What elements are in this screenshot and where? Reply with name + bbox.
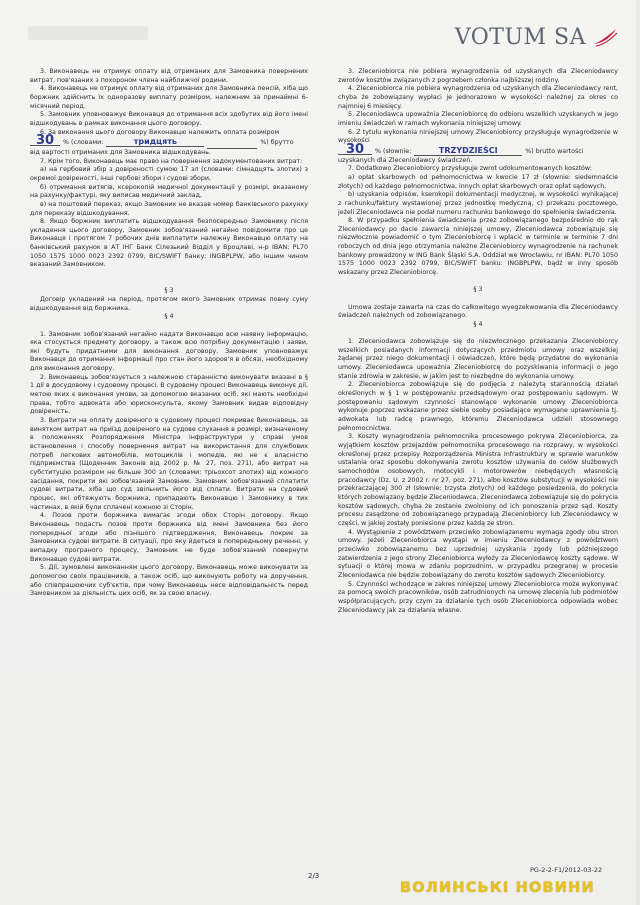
pl-p7: 7. Dodatkowo Zleceniobiorcy przysługuje zwrot udokumentowanych kosztów: <box>348 165 592 173</box>
ua-section-3-title: § 3 <box>164 287 174 295</box>
ua-p7c: в) на поштовий переказ, якщо Замовник не вказав номер банківського рахунку для переказу відшкодування. <box>30 200 308 217</box>
pl-s4-p5: 5. Czynności wchodzące w zakres niniejszej umowy Zleceniobiorca może wykonywać za pomocą swoich pracowników, osób zatrudnionych na umowę zlecenia lub podmiotów współpracujących, przy czym za działanie tych osób Zleceniobiorca odpowiada wobec Zleceniodawcy jak za działania własne. <box>338 580 618 614</box>
pl-section-3-text: Umowa zostaje zawarta na czas do całkowitego wyegzekwowania dla Zleceniodawcy świadczeń należnych od zobowiązanego. <box>338 303 618 320</box>
ua-p6-text-c: %) брутто <box>260 139 294 147</box>
pl-s4-p3: 3. Koszty wynagrodzenia pełnomocnika procesowego pokrywa Zleceniobiorca, za wyjątkiem kosztów przejazdów pełnomocnika procesowego na rozprawy, w wysokości określonej przez przepisy Rozporządzenia Ministra Infrastruktury w sprawie warunków ustalania oraz sposobu dokonywania zwrotu kosztów używania do celów służbowych samochodów osobowych, motocykli i motorowerów niebędących własnością pracodawcy (Dz. U. z 2002 r. nr 27, poz. 271), albo kosztów substytucji w wysokości nie przekraczającej 300 zł (słownie: trzysta złotych) od każdego posiedzenia, do pokrycia których zobowiązany będzie Zleceniodawca. Zleceniodawca zobowiązuje się do pokrycia kosztów sądowych, chyba że zostanie zwolniony od ich ponoszenia przez sąd. Koszty procesu zasądzone od zobowiązanego przypadają Zleceniobiorcy lub Zleceniodawcy w części, w jakiej zostały poniesione przez każdą ze stron. <box>338 433 618 527</box>
ua-section-4-title: § 4 <box>164 313 174 321</box>
pl-p6-text-b: % (słownie: <box>375 147 412 155</box>
ua-s4-p2: 2. Виконавець зобов'язується з належною старанністю виконувати вказані в § 1 дії в досудовому і судовому процесі. В судовому процесі Виконавець виконує дії, метою яких є виконання умови, за допомогою вказаних осіб, які мають необхідні права, тобто адвоката або юрисконсульта, якому Замовник видав відповідну довіреність. <box>30 373 308 416</box>
document-code: PG-2-2-F1/2012-03-22 <box>530 866 603 874</box>
ua-p7a: а) на гербовий збір з довіреності сумою 17 зл (словами: сімнадцять злотих) з окремої довіреності, інші гербові збори і судові збори, <box>30 166 308 182</box>
pl-s4-p1: 1. Zleceniodawca zobowiązuje się do niezwłocznego przekazania Zleceniobiorcy wszelkich posiadanych informacji dotyczących przedmiotu umowy oraz wszelkiej żądanej przez niego dokumentacji i oświadczeń, które będą przydatne do wykonania umowy. Zleceniodawca upoważnia Zleceniobiorcę do pozyskiwania informacji o jego stanie zdrowia w zakresie, w jakim jest to niezbędne do wykonania umowy. <box>338 338 618 380</box>
logo-swoosh-icon <box>592 26 618 48</box>
votum-logo <box>455 22 618 52</box>
ua-p8: 8. Якщо боржник виплатить відшкодування безпосередньо Замовнику після укладення цього договору, Замовник зобов'язаний негайно повідомити про це Виконавця і протягом 7 робочих днів виплатити належну Виконавцю оплату на банківський рахунок в АТ ІНГ Банк Сілезький Відділ у Вроцлаві, н-р IBAN: PL70 1050 1575 1000 0023 2392 0799, BIC/SWIFT банку: INGBPLPW, або іншим чином вказаний Замовником. <box>30 218 308 269</box>
pl-p3: 3. Zleceniobiorca nie pobiera wynagrodzenia od uzyskanych dla Zleceniodawcy zwrotów kosztów związanych z pogrzebem członka najbliższej rodziny. <box>338 68 618 84</box>
ua-s4-p1: 1. Замовник зобов'язаний негайно надати Виконавцю всю наявну інформацію, яка стосується предмету договору, а також всю потрібну документацію і заяви, які будуть придатними для виконання договору. Замовник уповноважує Виконавця до отримання інформації про стан його здоров'я в обсязі, необхідному для виконання договору. <box>30 330 308 373</box>
pl-p7b: b) uzyskania odpisów, kserokopii dokumentacji medycznej, w wysokości wynikającej z rachunku/faktury wystawionej przez jednostkę medyczną, c) przekazu pocztowego, jeżeli Zleceniodawca nie podał numeru rachunku bankowego do spełnienia świadczenia. <box>338 191 618 216</box>
pl-p4: 4. Zleceniobiorca nie pobiera wynagrodzenia od uzyskanych dla Zleceniodawcy rent, chyba że zobowiązany wypłaci je jednorazowo w wysokości należnej za okres co najmniej 6 miesięcy. <box>338 85 618 110</box>
ua-s4-p4: 4. Позов проти боржника вимагає згоди обох Сторін договору. Якщо Виконавець подасть позов проти боржника від імені Замовника без його попередньої згоди або пізнішого підтвердження, Виконавець покриє за Замовника судові витрати. В ситуації, про яку йдеться в попередньому реченні, у випадку програного процесу, Замовник не буде зобов'язаний повернути Виконавцю судові витрати. <box>30 512 308 563</box>
pl-p6 <box>338 129 618 146</box>
logo-text: VOTUM SA <box>454 24 586 50</box>
ua-p6-text-a: 6. За виконання цього договору Виконавцю належить оплата розміром <box>40 128 280 136</box>
faint-header-mark <box>28 26 148 40</box>
pl-section-3-title: § 3 <box>473 286 483 294</box>
watermark-logo: ВОЛИНСЬКІ НОВИНИ <box>400 880 595 896</box>
ua-section-3-text: Договір укладений на період, протягом якого Замовник отримає повну суму відшкодування від боржника. <box>30 295 308 312</box>
ua-p6-text-d: від вартості отриманих для Замовника відшкодувань. <box>30 148 211 156</box>
polish-column <box>338 68 618 615</box>
scan-edge-shadow <box>636 0 640 905</box>
ua-p7b: б) отримання витягів, ксерокопій медичної документації у розмірі, вказаному на рахунку/фактурі, яку виписав медичний заклад, <box>30 183 308 200</box>
ua-p3: 3. Виконавець не отримує оплату від отриманих для Замовника повернених витрат, пов'язаних з похороном члена найближчої родини. <box>30 68 308 84</box>
ua-p6-fill-row <box>30 133 308 149</box>
pl-p6-handwritten-words: TRZYDZIEŚCI <box>414 147 522 156</box>
ua-p6-handwritten-number: 30 <box>30 137 60 146</box>
ua-p4: 4. Виконавець не отримує оплату від отриманих для Замовника пенсій, хіба що боржник здійснить їх одноразову виплату розміром, належним за принаймні 6-місячний період. <box>30 85 308 110</box>
pl-p6-text-d: uzyskanych dla Zleceniodawcy świadczeń. <box>338 156 473 164</box>
pl-p8: 8. W przypadku spełnienia świadczenia przez zobowiązanego bezpośrednio do rąk Zleceniodawcy po dacie zawarcia niniejszej umowy, Zleceniodawca zobowiązuje się niezwłocznie powiadomić o tym Zleceniobiorcę i wpłacić w terminie w terminie 7 dni roboczych od dnia jego otrzymania należne Zleceniobiorcy wynagrodzenie na rachunek bankowy prowadzony w ING Bank Śląski S.A. Oddział we Wrocławiu, nr IBAN: PL70 1050 1575 1000 0023 2392 0799, BIC/SWIFT banku: INGBPLPW, bądź w inny sposób wskazany przez Zleceniobiorcę. <box>338 217 618 277</box>
ua-p7: 7. Крім того, Виконавець має право на повернення задокументованих витрат: <box>40 157 303 165</box>
ua-p6-text-b: % (словами: <box>63 139 104 147</box>
ua-s4-p5: 5. Дії, зумовлені виконанням цього договору, Виконавець може виконувати за допомогою своїх працівників, а також осіб, що виконують роботу на доручення, або співпрацюючих суб'єктів, при чому Виконавець несе відповідальність перед Замовником за діяльність цих осіб, як за свою власну. <box>30 564 308 598</box>
ua-p5: 5. Замовник уповноважує Виконавця до отримання всіх здобутих від його імені відшкодувань в рамках виконання цього договору. <box>30 111 308 127</box>
page-number: 2/3 <box>308 872 320 880</box>
pl-p5: 5. Zleceniodawca upoważnia Zleceniobiorcę do odbioru wszelkich uzyskanych w jego imieniu świadczeń w ramach wykonania niniejszej umowy. <box>338 111 618 127</box>
pl-p7a: a) opłat skarbowych od pełnomocnictwa w kwocie 17 zł (słownie: siedemnaście złotych) od każdego pełnomocnictwa, innych opłat skarbowych oraz opłat sądowych, <box>338 173 618 190</box>
pl-s4-p2: 2. Zleceniobiorca zobowiązuje się do podjęcia z należytą starannością działań określonych w § 1 w postępowaniu przedsądowym oraz postępowaniu sądowym. W postępowaniu sądowym czynności stanowiące wykonanie umowy Zleceniobiorca wykonuje poprzez wskazane przez siebie osoby posiadające wymagane uprawnienia tj. adwokata lub radcę prawnego, któremu Zleceniodawca udzieli stosownego pełnomocnictwa. <box>338 381 618 432</box>
pl-p6-fill-row <box>338 141 618 157</box>
pl-p6-text-c: %) brutto wartości <box>525 147 584 155</box>
pl-p6-handwritten-number: 30 <box>338 146 372 155</box>
pl-s4-p4: 4. Wystąpienie z powództwem przeciwko zobowiązanemu wymaga zgody obu stron umowy. Jeżeli Zleceniobiorca wystąpi w imieniu Zleceniodawcy z powództwem przeciwko zobowiązanemu bez uprzedniej uzyskania zgody lub późniejszego zatwierdzenia z jego strony Zleceniobiorca wyłoży za Zleceniodawcę koszty sądowe. W sytuacji o której mowa w zdaniu poprzednim, w przypadku przegranej w procesie Zleceniodawca nie będzie zobowiązany do zwrotu kosztów sądowych Zleceniobiorcy. <box>338 528 618 579</box>
ukrainian-column <box>30 68 308 599</box>
ua-p6-handwritten-words: тридцять <box>106 138 204 147</box>
pl-section-4-title: § 4 <box>473 320 483 328</box>
pl-p6-text-a: 6. Z tytułu wykonania niniejszej umowy Zleceniobiorcy przysługuje wynagrodzenie w wysokości <box>338 128 618 145</box>
ua-s4-p3: 3. Витрати на оплату довіреного в судовому процесі покриває Виконавець, за винятком витрат на приїзд довіреного на судове слухання в розмірі, визначеному в положеннях Розпорядження Міністра інфраструктури у справі умов встановлення і способу повернення витрат на використання для службових потреб легкових автомобілів, мотоциклів і мопедів, які не є власністю підприємства (Щоденник Законів від 2002 р. № 27, поз. 271), або витрат на субституцію розміром не більше 300 зл (словами: тріьохсот злотих) від кожного засідання, покрити які зобов'язаний Замовник. Замовник зобов'язаний сплатити судові витрати, хіба що суд звільнить його від сплати. Витрати на судовий процес, які обтяжують боржника, припадають Виконавцю і Замовнику в тих частинах, в якій були сплачені кожною зі Сторін. <box>30 417 308 511</box>
ua-p6 <box>30 129 308 138</box>
